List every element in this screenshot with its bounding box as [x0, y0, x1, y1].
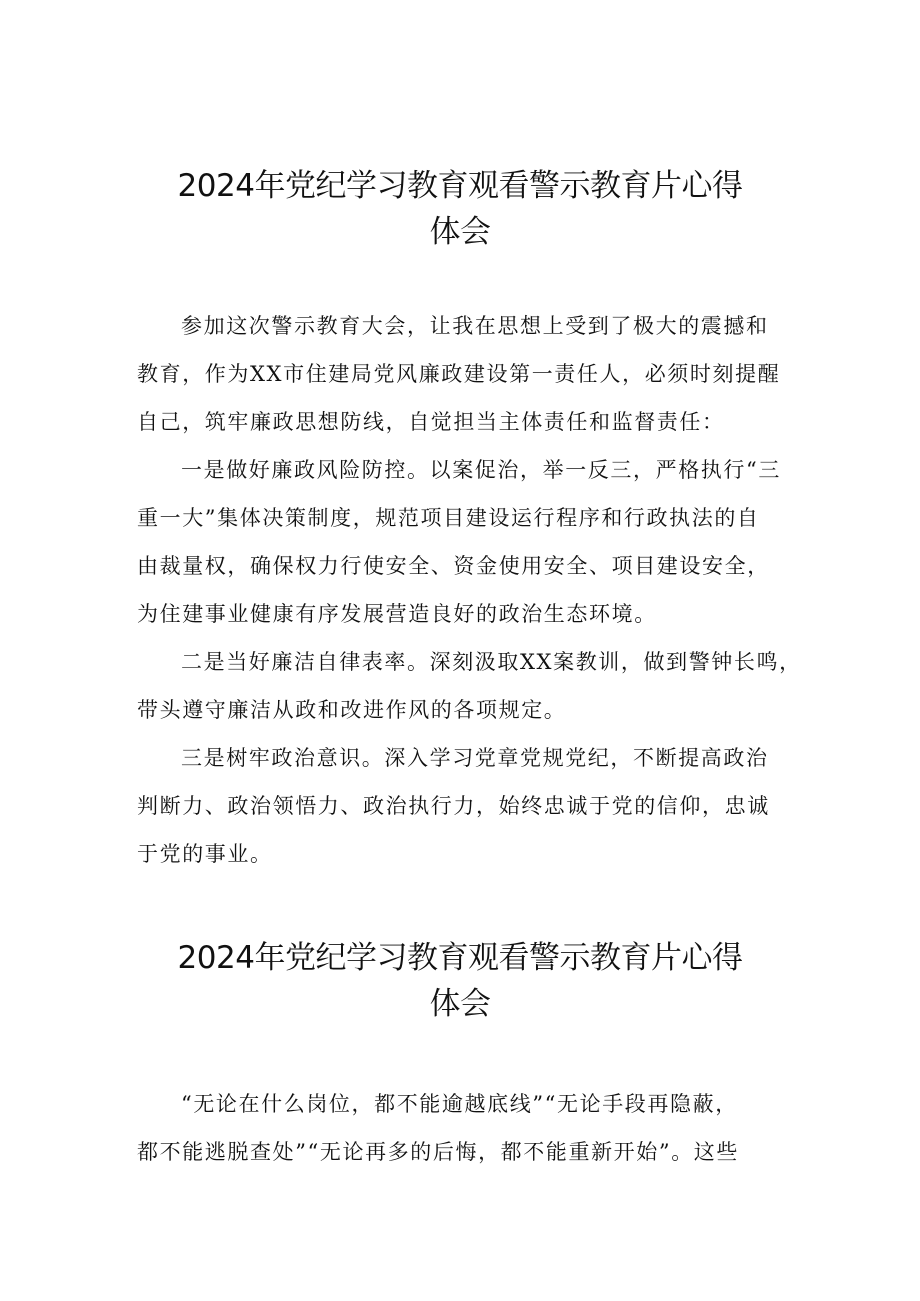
- paragraph-line: 由裁量权，确保权力行使安全、资金使用安全、项目建设安全，: [137, 554, 770, 578]
- paragraph-line: 为住建事业健康有序发展营造良好的政治生态环境。: [137, 602, 657, 626]
- section-1-paragraph-1: [137, 302, 797, 446]
- paragraph-line: 判断力、政治领悟力、政治执行力，始终忠诚于党的信仰，忠诚: [137, 794, 770, 818]
- section-1-paragraph-4: [137, 734, 797, 878]
- paragraph-line: 一是做好廉政风险防控。以案促治，举一反三，严格执行“三: [181, 458, 781, 482]
- paragraph-line: 于党的事业。: [137, 842, 273, 866]
- paragraph-line: 三是树牢政治意识。深入学习党章党规党纪，不断提高政治: [181, 746, 769, 770]
- paragraph-line: 都不能逃脱查处”“无论再多的后悔，都不能重新开始”。这些: [137, 1140, 740, 1164]
- paragraph-line: 带头遵守廉洁从政和改进作风的各项规定。: [137, 698, 567, 722]
- section-2-title-line-1: 2024年党纪学习教育观看警示教育片心得: [177, 940, 743, 976]
- section-1-paragraph-2: [137, 446, 797, 638]
- section-1-title-line-2: 体会: [429, 214, 491, 250]
- section-1-title-line-1: 2024年党纪学习教育观看警示教育片心得: [177, 168, 743, 204]
- section-1-paragraph-3: [137, 638, 802, 734]
- section-2-title-line-2: 体会: [429, 986, 491, 1022]
- paragraph-line: 二是当好廉洁自律表率。深刻汲取XX案教训，做到警钟长鸣，: [181, 650, 802, 674]
- section-2-title: [0, 935, 920, 1027]
- paragraph-line: 参加这次警示教育大会，让我在思想上受到了极大的震撼和: [181, 314, 769, 338]
- paragraph-line: 重一大”集体决策制度，规范项目建设运行程序和行政执法的自: [137, 506, 760, 530]
- section-2-paragraph-1: [137, 1080, 797, 1176]
- paragraph-line: “无论在什么岗位，都不能逾越底线”“无论手段再隐蔽，: [181, 1092, 738, 1116]
- section-1-title: [0, 163, 920, 255]
- paragraph-line: 自己，筑牢廉政思想防线，自觉担当主体责任和监督责任：: [137, 410, 725, 434]
- paragraph-line: 教育，作为XX市住建局党风廉政建设第一责任人，必须时刻提醒: [137, 362, 781, 386]
